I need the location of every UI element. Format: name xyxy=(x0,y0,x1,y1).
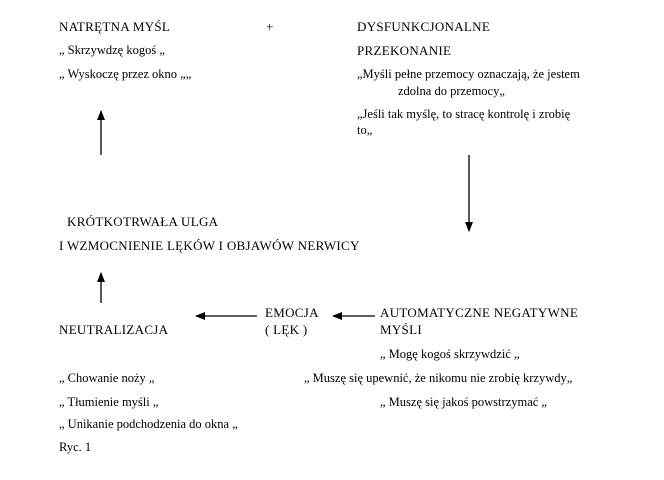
intrusive-thought-label: NATRĘTNA MYŚL xyxy=(59,19,171,34)
dysfunctional-beliefs-label-line2: PRZEKONANIE xyxy=(357,43,452,58)
plus-sign: + xyxy=(266,19,274,34)
dysfunctional-beliefs-example-1-line2: zdolna do przemocy„ xyxy=(398,84,505,98)
emotion-line2: ( LĘK ) xyxy=(265,322,308,337)
intrusive-thought-example-1: „ Skrzywdzę kogoś „ xyxy=(59,43,165,57)
figure-caption: Ryc. 1 xyxy=(59,440,92,454)
emotion-line1: EMOCJA xyxy=(265,305,319,320)
dysfunctional-beliefs-label-line1: DYSFUNKCJONALNE xyxy=(357,19,491,34)
automatic-thoughts-line2: MYŚLI xyxy=(380,322,422,337)
dysfunctional-beliefs-example-2-line1: „Jeśli tak myślę, to stracę kontrolę i zrobię xyxy=(357,107,571,121)
short-relief-line1: KRÓTKOTRWAŁA ULGA xyxy=(67,214,219,229)
automatic-thoughts-example-3: „ Muszę się jakoś powstrzymać „ xyxy=(380,395,547,409)
short-relief-line2: I WZMOCNIENIE LĘKÓW I OBJAWÓW NERWICY xyxy=(59,238,360,253)
neutralization-example-1: „ Chowanie noży „ xyxy=(59,371,155,385)
automatic-thoughts-example-2: „ Muszę się upewnić, że nikomu nie zrobię krzywdy„ xyxy=(304,371,573,385)
neutralization-example-3: „ Unikanie podchodzenia do okna „ xyxy=(59,417,238,431)
neutralization-label: NEUTRALIZACJA xyxy=(59,322,169,337)
dysfunctional-beliefs-example-2-line2: to„ xyxy=(357,123,373,137)
dysfunctional-beliefs-example-1-line1: „Myśli pełne przemocy oznaczają, że jestem xyxy=(357,67,580,81)
intrusive-thought-example-2: „ Wyskoczę przez okno „„ xyxy=(59,67,192,81)
automatic-thoughts-example-1: „ Mogę kogoś skrzywdzić „ xyxy=(380,347,520,361)
automatic-thoughts-line1: AUTOMATYCZNE NEGATYWNE xyxy=(380,305,579,320)
neutralization-example-2: „ Tłumienie myśli „ xyxy=(59,395,159,409)
